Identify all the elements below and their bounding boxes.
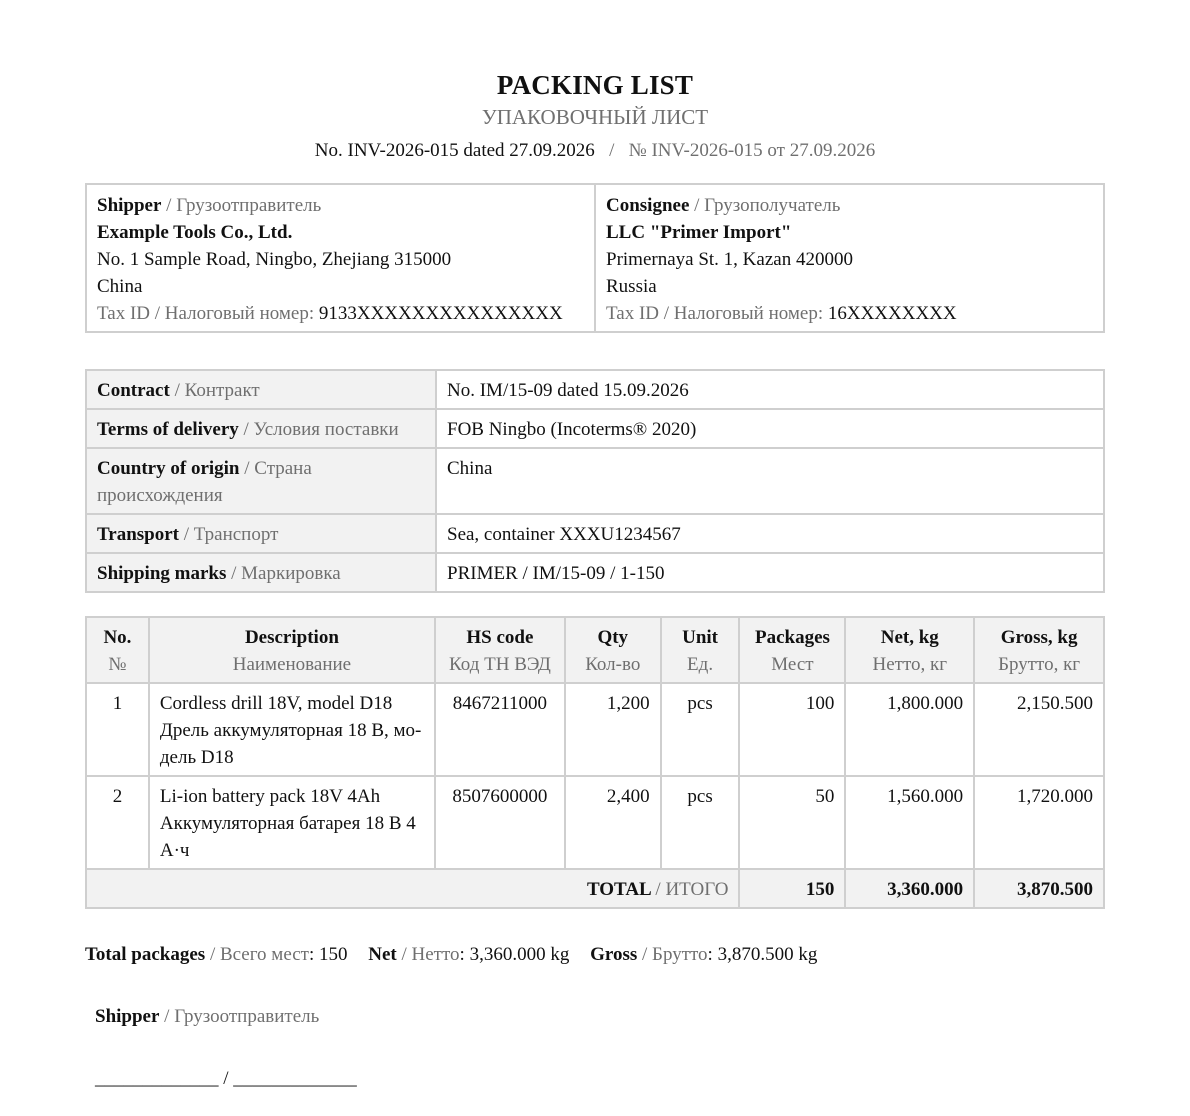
consignee-country: Russia bbox=[606, 276, 657, 297]
column-header-ru: Ед. bbox=[687, 654, 714, 675]
summary-packages-ru: / Всего мест bbox=[209, 944, 309, 965]
column-header bbox=[149, 617, 435, 683]
cell-packages: 100 bbox=[739, 683, 845, 776]
totals-summary bbox=[85, 944, 817, 966]
consignee-label-ru: / Грузополучатель bbox=[694, 195, 841, 216]
info-row-terms bbox=[86, 409, 1104, 448]
info-label-en: Contract bbox=[97, 380, 170, 401]
shipper-address: No. 1 Sample Road, Ningbo, Zhejiang 315000 bbox=[97, 249, 452, 270]
signature-label-ru: / Грузоотправитель bbox=[164, 1006, 320, 1027]
signature-line: _____________ / _____________ bbox=[95, 1068, 357, 1089]
summary-gross-en: Gross bbox=[590, 944, 638, 965]
column-header bbox=[739, 617, 845, 683]
summary-net-en: Net bbox=[368, 944, 397, 965]
info-label-ru: / Маркировка bbox=[231, 563, 341, 584]
summary-net-value: : 3,360.000 kg bbox=[459, 944, 570, 965]
column-header-ru: Наименование bbox=[232, 654, 352, 675]
summary-packages-en: Total packages bbox=[85, 944, 206, 965]
total-gross: 3,870.500 bbox=[974, 869, 1104, 908]
info-value: Sea, container XXXU1234567 bbox=[436, 514, 1104, 553]
cell-unit: pcs bbox=[661, 776, 740, 869]
column-header-en: HS code bbox=[466, 627, 534, 648]
column-header-en: Net, kg bbox=[880, 627, 939, 648]
info-label-en: Transport bbox=[97, 524, 179, 545]
info-value: PRIMER / IM/15-09 / 1-150 bbox=[436, 553, 1104, 592]
items-header-row bbox=[86, 617, 1104, 683]
column-header-en: Qty bbox=[597, 627, 629, 648]
shipment-info-table bbox=[85, 369, 1105, 593]
info-row-transport bbox=[86, 514, 1104, 553]
description-en: Cordless drill 18V, model D18 bbox=[159, 693, 393, 714]
column-header-ru: № bbox=[108, 654, 127, 675]
column-header-ru: Кол-во bbox=[585, 654, 641, 675]
description-ru: Дрель аккумуляторная 18 В, мо-дель D18 bbox=[159, 720, 422, 768]
shipper-label-ru: / Грузоотправитель bbox=[166, 195, 322, 216]
description-en: Li-ion battery pack 18V 4Ah bbox=[159, 786, 381, 807]
document-number-en: No. INV-2026-015 dated 27.09.2026 bbox=[314, 140, 595, 161]
cell-packages: 50 bbox=[739, 776, 845, 869]
column-header-en: Packages bbox=[754, 627, 830, 648]
info-label-ru: / Условия поставки bbox=[243, 419, 399, 440]
column-header-en: Gross, kg bbox=[1000, 627, 1078, 648]
document-number-separator: / bbox=[609, 140, 615, 161]
cell-no: 2 bbox=[86, 776, 149, 869]
column-header bbox=[435, 617, 565, 683]
cell-description bbox=[149, 776, 435, 869]
info-label-en: Terms of delivery bbox=[97, 419, 239, 440]
column-header-ru: Нетто, кг bbox=[872, 654, 948, 675]
column-header-en: No. bbox=[103, 627, 132, 648]
total-label bbox=[86, 869, 739, 908]
description-ru: Аккумуляторная батарея 18 В 4 А·ч bbox=[159, 813, 416, 861]
cell-description bbox=[149, 683, 435, 776]
consignee-name: LLC "Primer Import" bbox=[606, 222, 792, 243]
info-label-en: Country of origin bbox=[97, 458, 240, 479]
column-header bbox=[661, 617, 740, 683]
cell-no: 1 bbox=[86, 683, 149, 776]
summary-packages-value: : 150 bbox=[308, 944, 348, 965]
info-label bbox=[86, 514, 436, 553]
column-header-en: Description bbox=[244, 627, 339, 648]
shipper-tax-label: Tax ID / Налоговый номер: bbox=[97, 303, 315, 324]
shipper-cell bbox=[86, 184, 595, 332]
info-value: No. IM/15-09 dated 15.09.2026 bbox=[436, 370, 1104, 409]
column-header-ru: Брутто, кг bbox=[998, 654, 1081, 675]
info-label bbox=[86, 448, 436, 514]
info-row-marks bbox=[86, 553, 1104, 592]
cell-gross: 2,150.500 bbox=[974, 683, 1104, 776]
info-label-ru: / Контракт bbox=[174, 380, 260, 401]
info-label-en: Shipping marks bbox=[97, 563, 227, 584]
summary-gross-ru: / Брутто bbox=[642, 944, 708, 965]
shipper-label-en: Shipper bbox=[97, 195, 162, 216]
total-row bbox=[86, 869, 1104, 908]
column-header bbox=[86, 617, 149, 683]
total-packages: 150 bbox=[739, 869, 845, 908]
info-row-contract bbox=[86, 370, 1104, 409]
cell-net: 1,560.000 bbox=[845, 776, 974, 869]
column-header bbox=[845, 617, 974, 683]
info-label bbox=[86, 370, 436, 409]
document-title: PACKING LIST bbox=[496, 70, 694, 100]
summary-net-ru: / Нетто bbox=[401, 944, 460, 965]
column-header-en: Unit bbox=[682, 627, 719, 648]
cell-qty: 1,200 bbox=[565, 683, 661, 776]
consignee-cell bbox=[595, 184, 1104, 332]
info-value: China bbox=[436, 448, 1104, 514]
info-label-ru: / Страна происхождения bbox=[97, 458, 312, 506]
summary-gross-value: : 3,870.500 kg bbox=[707, 944, 818, 965]
shipper-name: Example Tools Co., Ltd. bbox=[97, 222, 293, 243]
shipper-country: China bbox=[97, 276, 143, 297]
info-label bbox=[86, 409, 436, 448]
column-header bbox=[974, 617, 1104, 683]
table-row bbox=[86, 776, 1104, 869]
consignee-label-en: Consignee bbox=[606, 195, 690, 216]
column-header-ru: Код ТН ВЭД bbox=[449, 654, 551, 675]
signature-label bbox=[95, 1006, 319, 1028]
consignee-tax-label: Tax ID / Налоговый номер: bbox=[606, 303, 824, 324]
consignee-tax-value: 16XXXXXXXX bbox=[827, 303, 957, 324]
info-label bbox=[86, 553, 436, 592]
column-header bbox=[565, 617, 661, 683]
document-number bbox=[0, 140, 1190, 162]
cell-unit: pcs bbox=[661, 683, 740, 776]
items-table bbox=[85, 616, 1105, 909]
cell-net: 1,800.000 bbox=[845, 683, 974, 776]
info-label-ru: / Транспорт bbox=[183, 524, 279, 545]
column-header-ru: Мест bbox=[771, 654, 814, 675]
shipper-tax-value: 9133XXXXXXXXXXXXXXX bbox=[318, 303, 563, 324]
total-label-en: TOTAL bbox=[586, 879, 651, 900]
table-row bbox=[86, 683, 1104, 776]
info-row-origin bbox=[86, 448, 1104, 514]
parties-table bbox=[85, 183, 1105, 333]
info-value: FOB Ningbo (Incoterms® 2020) bbox=[436, 409, 1104, 448]
cell-hs-code: 8507600000 bbox=[435, 776, 565, 869]
cell-hs-code: 8467211000 bbox=[435, 683, 565, 776]
document-number-ru: № INV-2026-015 от 27.09.2026 bbox=[628, 140, 876, 161]
signature-label-en: Shipper bbox=[95, 1006, 160, 1027]
cell-gross: 1,720.000 bbox=[974, 776, 1104, 869]
total-net: 3,360.000 bbox=[845, 869, 974, 908]
document-subtitle: УПАКОВОЧНЫЙ ЛИСТ bbox=[481, 105, 709, 129]
cell-qty: 2,400 bbox=[565, 776, 661, 869]
consignee-address: Primernaya St. 1, Kazan 420000 bbox=[606, 249, 853, 270]
total-label-ru: / ИТОГО bbox=[655, 879, 729, 900]
